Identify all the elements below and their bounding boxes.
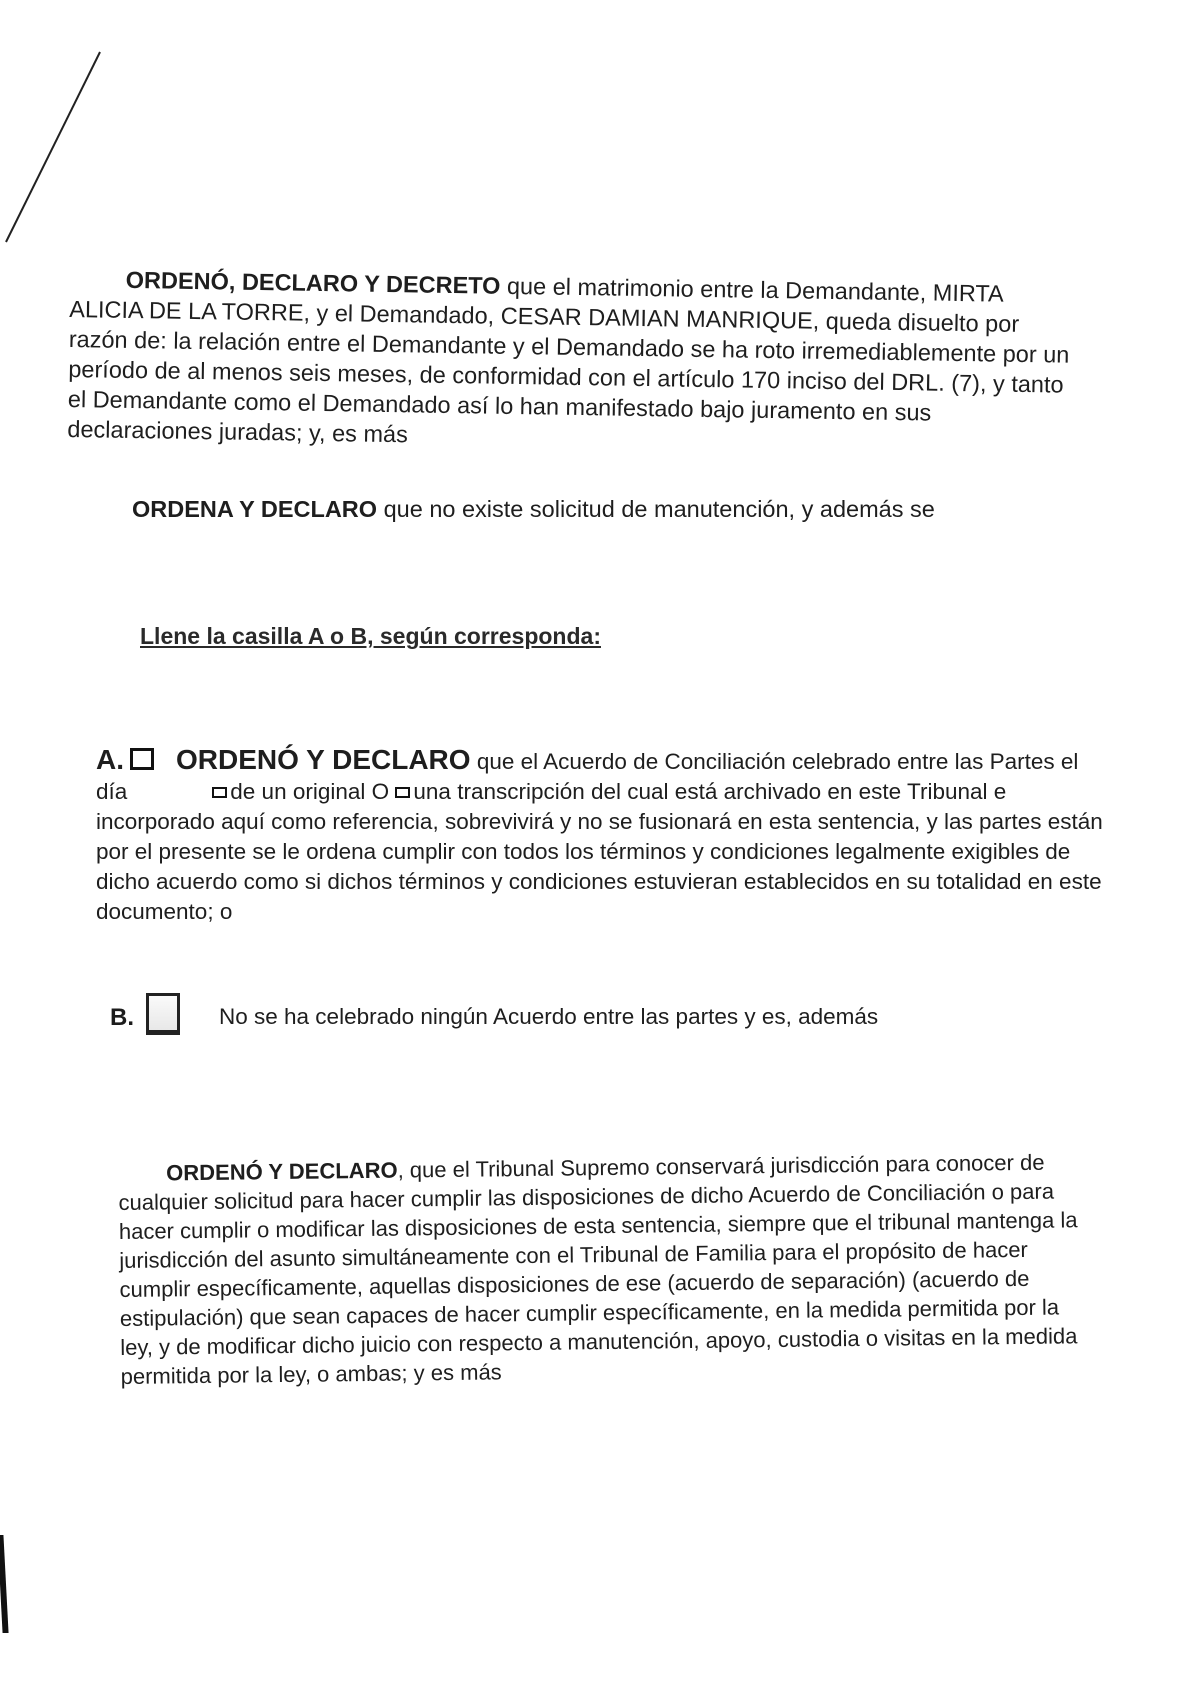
paragraph-divorce-decree — [67, 264, 1080, 460]
option-a-text-1: que el Acuerdo de Conciliación celebrado entre las Partes el día — [96, 749, 1079, 804]
original-checkbox[interactable] — [212, 787, 227, 798]
paragraph-2-text: que no existe solicitud de manutención, y además se — [377, 496, 935, 522]
paragraph-3-text: , que el Tribunal Supremo conservará jurisdicción para conocer de cualquier solicitud para hacer cumplir las disposiciones de dicho Acuerdo de Conciliación o para hacer cumplir o modificar las disposiciones de esta sentencia, siempre que el tribunal mantenga la jurisdicción del asunto simultáneamente con el Tribunal de Familia para el propósito de hacer cumplir específicamente, aquellas disposiciones de ese (acuerdo de separación) (acuerdo de estipulación) que sean capaces de hacer cumplir específicamente, en la medida permitida por la ley, y de modificar dicho juicio con respecto a manutención, apoyo, custodia o visitas en la medida permitida por la ley, o ambas; y es más — [118, 1149, 1078, 1389]
instruction-heading: Llene la casilla A o B, según corresponda: — [140, 623, 601, 649]
option-a-lead: ORDENÓ Y DECLARO — [176, 744, 471, 775]
option-b-label: B. — [110, 1004, 134, 1031]
option-a-paragraph — [96, 745, 1106, 927]
scan-edge-mark — [0, 1535, 9, 1633]
paragraph-1-lead: ORDENÓ, DECLARO Y DECRETO — [125, 266, 501, 299]
paragraph-2-lead: ORDENA Y DECLARO — [132, 496, 378, 522]
paragraph-jurisdiction — [118, 1147, 1081, 1391]
option-a-text-3: una transcripción del cual está archivado en este Tribunal e incorporado aquí como referencia, sobrevivirá y no se fusionará en esta sentencia, y las partes están por el presente se le ordena cumplir con todos los términos y condiciones legalmente exigibles de dicho acuerdo como si dichos términos y condiciones estuvieran establecidos en su totalidad en este documento; o — [96, 779, 1103, 924]
option-a-text-2: de un original O — [230, 779, 390, 804]
option-b-text: No se ha celebrado ningún Acuerdo entre las partes y es, además — [219, 1004, 879, 1029]
paragraph-support-declaration — [132, 494, 1032, 524]
option-a-checkbox[interactable] — [130, 748, 154, 770]
option-b-checkbox[interactable] — [146, 993, 180, 1035]
option-a-label: A. — [96, 744, 124, 775]
transcription-checkbox[interactable] — [395, 787, 410, 798]
paragraph-1-text: que el matrimonio entre la Demandante, MIRTA ALICIA DE LA TORRE, y el Demandado, CESAR DAMIAN MANRIQUE, queda disuelto por razón de: la relación entre el Demandante y el Demandado se ha roto irremediablemente por un período de al menos seis meses, de conformidad con el artículo 170 inciso del DRL. (7), y tanto el Demandante como el Demandado así lo han manifestado bajo juramento en sus declaraciones juradas; y, es más — [67, 272, 1070, 448]
scan-margin-line — [0, 0, 110, 250]
paragraph-3-lead: ORDENÓ Y DECLARO — [166, 1157, 398, 1186]
